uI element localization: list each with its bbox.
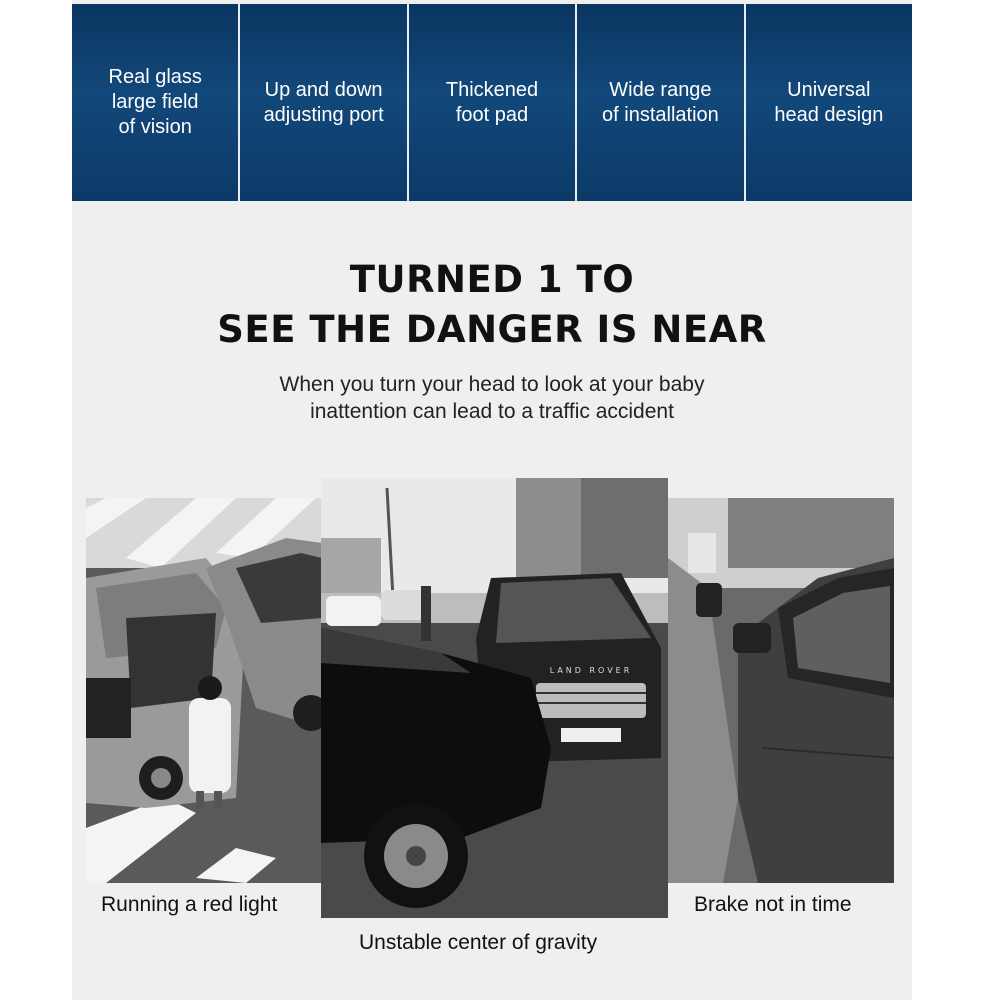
headline-line-2: SEE THE DANGER IS NEAR [217, 308, 767, 351]
product-page [72, 0, 912, 1000]
feature-foot-pad [409, 4, 577, 201]
brake-scene [668, 498, 894, 883]
feature-label: Wide range of installation [602, 78, 719, 126]
subtitle-line-1: When you turn your head to look at your baby [279, 373, 705, 396]
subtitle-line-2: inattention can lead to a traffic accident [310, 400, 674, 423]
grille-text: LAND ROVER [549, 666, 633, 675]
headline-line-1: TURNED 1 TO [349, 258, 635, 301]
feature-installation [577, 4, 745, 201]
feature-label: Real glass large field of vision [108, 66, 202, 138]
feature-label: Up and down adjusting port [263, 78, 384, 126]
feature-label: Universal head design [774, 78, 884, 126]
red-light-scene [86, 498, 322, 883]
caption-brake: Brake not in time [694, 893, 852, 916]
gravity-scene [321, 478, 668, 918]
caption-gravity: Unstable center of gravity [359, 931, 598, 954]
photo-gravity-accident [321, 478, 668, 918]
feature-head-design [746, 4, 912, 201]
feature-adjusting-port [240, 4, 408, 201]
photo-brake-accident [668, 498, 894, 883]
feature-banner [72, 4, 912, 201]
feature-glass [72, 4, 240, 201]
feature-label: Thickened foot pad [445, 78, 539, 126]
caption-red-light: Running a red light [101, 893, 278, 916]
photo-red-light-accident [86, 498, 322, 883]
